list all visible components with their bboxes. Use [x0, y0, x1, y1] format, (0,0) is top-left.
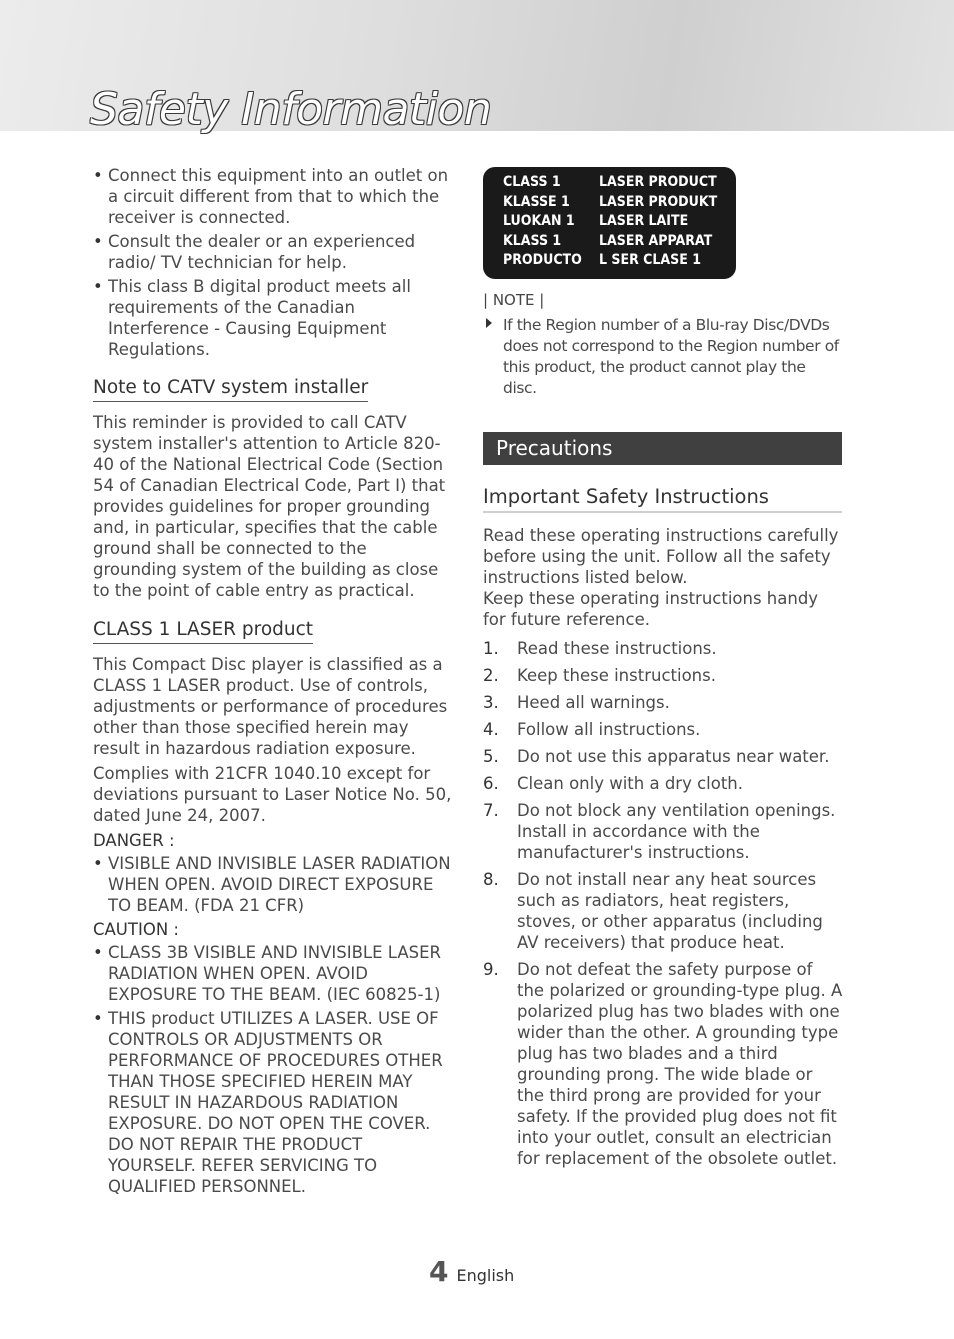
- danger-bullet-list: [93, 853, 455, 916]
- laser-table-row: [503, 251, 736, 271]
- laser-body-2: Complies with 21CFR 1040.10 except for deviations pursuant to Laser Notice No. 50, dated June 24, 2007.: [93, 764, 452, 825]
- left-column: [93, 165, 455, 1200]
- list-item: 9. Do not defeat the safety purpose of the polarized or grounding-type plug. A polarized plug has two blades with one wider than the other. A grounding type plug has two blades and a third grounding prong. The wide blade or the third prong are provided for your safety. If the provided plug does not fit into your outlet, consult an electrician for replacement of the obsolete outlet.: [483, 960, 843, 1168]
- list-item: • This class B digital product meets all requirements of the Canadian Interference - Causing Equipment Regulations.: [93, 276, 455, 360]
- important-safety-heading: Important Safety Instructions: [483, 485, 842, 513]
- laser-class-cell: KLASS 1: [503, 232, 562, 249]
- laser-product-cell: LASER LAITE: [599, 213, 689, 230]
- safety-intro-2: Keep these operating instructions handy for future reference.: [483, 589, 819, 629]
- note-text: If the Region number of a Blu-ray Disc/DVDs does not correspond to the Region number of this product, the product cannot play the disc.: [503, 316, 839, 397]
- right-column: [483, 167, 843, 1175]
- page-header: [0, 0, 954, 135]
- catv-body: This reminder is provided to call CATV system installer's attention to Article 820-40 of the National Electrical Code (Section 54 of Canadian Electrical Code, Part I) that provides guidelines for proper grounding and, in particular, specifies that the cable ground shall be connected to the grounding system of the building as close to the point of cable entry as practical.: [93, 413, 446, 600]
- danger-label: DANGER :: [93, 831, 175, 850]
- safety-instruction-list: [483, 638, 843, 1169]
- list-item: 4. Follow all instructions.: [483, 720, 701, 739]
- list-item: • Connect this equipment into an outlet on a circuit different from that to which the receiver is connected.: [93, 165, 455, 228]
- footer-language: English: [456, 1266, 515, 1285]
- list-item: 5. Do not use this apparatus near water.: [483, 747, 830, 766]
- list-item: • Consult the dealer or an experienced radio/ TV technician for help.: [93, 231, 455, 273]
- laser-class-cell: LUOKAN 1: [503, 213, 575, 230]
- laser-product-cell: L SER CLASE 1: [599, 252, 702, 269]
- laser-body-1: This Compact Disc player is classified as a CLASS 1 LASER product. Use of controls, adjustments or performance of procedures other than those specified herein may result in hazardous radiation exposure.: [93, 655, 448, 758]
- laser-product-cell: LASER PRODUKT: [599, 193, 718, 210]
- list-item: 8. Do not install near any heat sources such as radiators, heat registers, stoves, or other apparatus (including AV receivers) that produce heat.: [483, 870, 823, 952]
- list-item: • CLASS 3B VISIBLE AND INVISIBLE LASER RADIATION WHEN OPEN. AVOID EXPOSURE TO THE BEAM. (IEC 60825-1): [93, 942, 455, 1005]
- laser-product-cell: LASER PRODUCT: [599, 174, 717, 190]
- page-title: Safety Information: [90, 84, 492, 135]
- list-item: 2. Keep these instructions.: [483, 666, 716, 685]
- laser-table-row: [503, 232, 736, 252]
- note-item: [483, 315, 843, 399]
- laser-class-cell: PRODUCTO: [503, 252, 582, 269]
- caution-label: CAUTION :: [93, 920, 179, 939]
- precautions-section-title: Precautions: [483, 432, 842, 465]
- laser-product-cell: LASER APPARAT: [599, 232, 713, 249]
- laser-heading: CLASS 1 LASER product: [93, 619, 313, 644]
- list-item: 3. Heed all warnings.: [483, 693, 670, 712]
- laser-table-row: [503, 193, 736, 213]
- page-number: 4: [429, 1255, 449, 1288]
- list-item: 1. Read these instructions.: [483, 639, 717, 658]
- list-item: • THIS product UTILIZES A LASER. USE OF CONTROLS OR ADJUSTMENTS OR PERFORMANCE OF PROCEDURES OTHER THAN THOSE SPECIFIED HEREIN MAY RESULT IN HAZARDOUS RADIATION EXPOSURE. DO NOT OPEN THE COVER. DO NOT REPAIR THE PRODUCT YOURSELF. REFER SERVICING TO QUALIFIED PERSONNEL.: [93, 1008, 455, 1197]
- safety-intro-1: Read these operating instructions carefully before using the unit. Follow all the safety instructions listed below.: [483, 526, 839, 587]
- laser-class-cell: CLASS 1: [503, 174, 561, 190]
- laser-table-row: [503, 212, 736, 232]
- page-footer: [429, 1255, 514, 1288]
- catv-heading: Note to CATV system installer: [93, 377, 368, 402]
- list-item: 6. Clean only with a dry cloth.: [483, 774, 744, 793]
- triangle-bullet-icon: [486, 318, 492, 328]
- laser-class-label-box: [483, 167, 736, 279]
- laser-table-row: [503, 173, 736, 193]
- list-item: 7. Do not block any ventilation openings. Install in accordance with the manufacturer's instructions.: [483, 801, 836, 862]
- intro-bullet-list: [93, 165, 455, 360]
- caution-bullet-list: [93, 942, 455, 1197]
- note-label: | NOTE |: [483, 291, 545, 309]
- laser-class-cell: KLASSE 1: [503, 193, 570, 210]
- list-item: • VISIBLE AND INVISIBLE LASER RADIATION WHEN OPEN. AVOID DIRECT EXPOSURE TO BEAM. (FDA 21 CFR): [93, 853, 455, 916]
